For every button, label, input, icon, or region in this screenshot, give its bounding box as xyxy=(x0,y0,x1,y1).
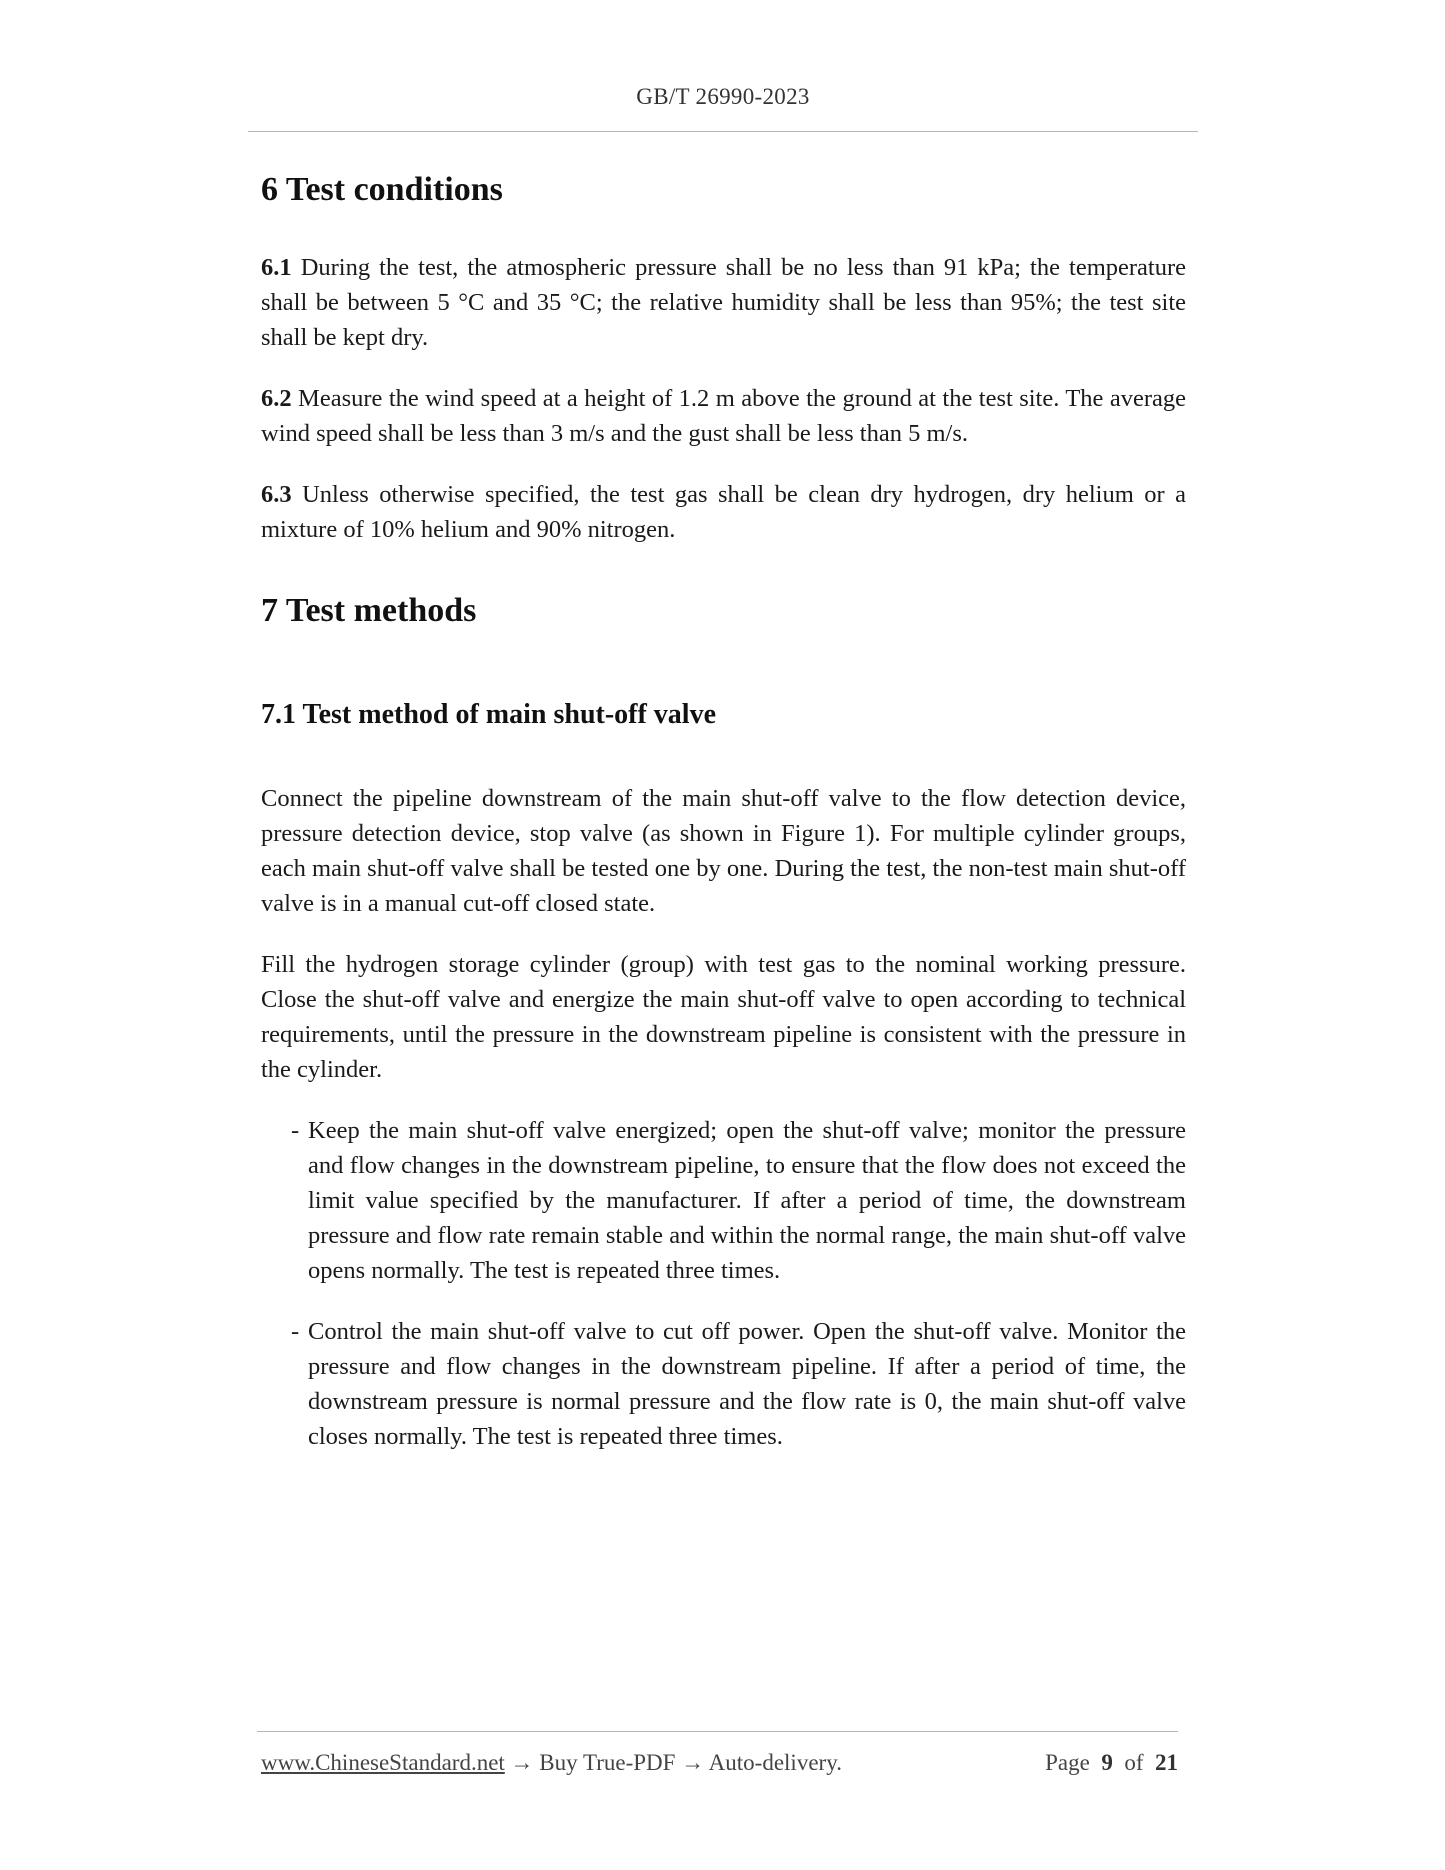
test-procedure-list xyxy=(261,1113,1186,1454)
document-header-code: GB/T 26990-2023 xyxy=(636,84,810,109)
section-7-heading: 7 Test methods xyxy=(261,591,477,629)
page-current: 9 xyxy=(1101,1750,1113,1775)
buy-pdf-text: Buy True-PDF xyxy=(539,1750,676,1775)
list-item xyxy=(291,1314,1186,1454)
paragraph-7-1-b: Fill the hydrogen storage cylinder (group) with test gas to the nominal working pressure. Close the shut-off valve and energize the main shut-off valve to open according to technical requirements, until the pressure in the downstream pipeline is consistent with the pressure in the cylinder. xyxy=(261,951,1186,1084)
page-of-label: of xyxy=(1124,1750,1144,1775)
page-label: Page xyxy=(1045,1750,1090,1775)
clause-6-3-text: Unless otherwise specified, the test gas shall be clean dry hydrogen, dry helium or a mixture of 10% helium and 90% nitrogen. xyxy=(261,480,1186,543)
auto-delivery-text: Auto-delivery. xyxy=(708,1750,842,1775)
paragraph-7-1-a: Connect the pipeline downstream of the main shut-off valve to the flow detection device, pressure detection device, stop valve (as shown in Figure 1). For multiple cylinder groups, each main shut-off valve shall be tested one by one. During the test, the non-test main shut-off valve is in a manual cut-off closed state. xyxy=(261,785,1186,918)
clause-6-3-number: 6.3 xyxy=(261,480,292,508)
clause-6-2 xyxy=(261,381,1186,451)
bullet-marker: - xyxy=(291,1117,300,1145)
list-item xyxy=(291,1113,1186,1288)
footer-promo xyxy=(261,1750,842,1776)
header-divider xyxy=(248,131,1198,132)
arrow-right-icon: → xyxy=(681,1750,705,1775)
list-item-text: Control the main shut-off valve to cut off power. Open the shut-off valve. Monitor the pressure and flow changes in the downstream pipeline. If after a period of time, the downstream pressure is normal pressure and the flow rate is 0, the main shut-off valve closes normally. The test is repeated three times. xyxy=(308,1318,1186,1451)
clause-6-2-number: 6.2 xyxy=(261,384,292,412)
clause-6-1-text: During the test, the atmospheric pressure shall be no less than 91 kPa; the temperature shall be between 5 °C and 35 °C; the relative humidity shall be less than 95%; the test site shall be kept dry. xyxy=(261,253,1187,351)
clause-6-1-number: 6.1 xyxy=(261,253,292,281)
clause-6-3 xyxy=(261,477,1186,547)
page-content xyxy=(261,170,1186,1480)
arrow-right-icon: → xyxy=(510,1750,534,1775)
footer-divider xyxy=(257,1731,1178,1732)
clause-6-2-text: Measure the wind speed at a height of 1.2 m above the ground at the test site. The average wind speed shall be less than 3 m/s and the gust shall be less than 5 m/s. xyxy=(261,384,1186,447)
bullet-marker: - xyxy=(291,1318,300,1346)
clause-6-1 xyxy=(261,250,1186,355)
website-link[interactable]: www.ChineseStandard.net xyxy=(261,1750,505,1775)
page-total: 21 xyxy=(1155,1750,1178,1775)
subsection-7-1-heading: 7.1 Test method of main shut-off valve xyxy=(261,698,717,730)
list-item-text: Keep the main shut-off valve energized; open the shut-off valve; monitor the pressure and flow changes in the downstream pipeline, to ensure that the flow does not exceed the limit value specified by the manufacturer. If after a period of time, the downstream pressure and flow rate remain stable and within the normal range, the main shut-off valve opens normally. The test is repeated three times. xyxy=(308,1117,1186,1285)
section-6-heading: 6 Test conditions xyxy=(261,171,503,208)
page-indicator xyxy=(1045,1750,1178,1776)
